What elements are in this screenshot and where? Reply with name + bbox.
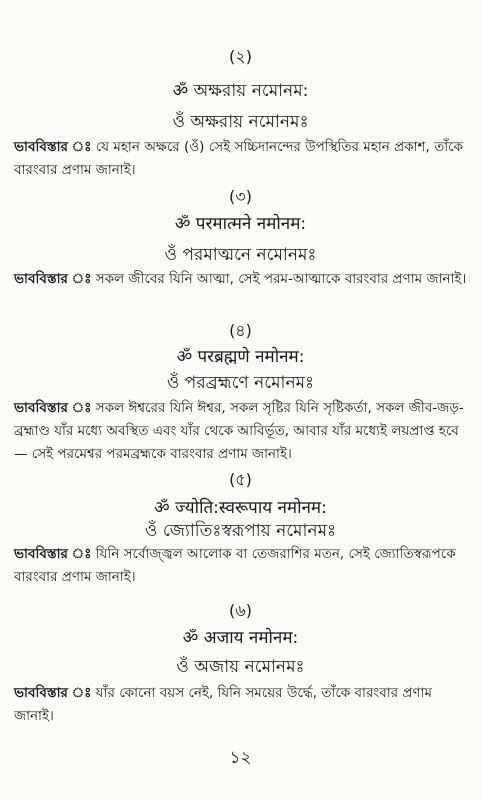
explanation-label: ভাববিস্তার ঃ: [14, 271, 92, 287]
explanation-label: ভাববিস্তার ঃ: [14, 400, 92, 416]
mantra-bengali: ওঁ জ্যোতিঃস্বরূপায় নমোনমঃ: [144, 521, 337, 541]
explanation-paragraph: [14, 268, 470, 291]
explanation-label: ভাববিস্তার ঃ: [14, 546, 92, 562]
mantra-devanagari: ॐ परब्रह्मणे नमोनम:: [176, 347, 305, 367]
section-number: (৫): [229, 470, 252, 489]
mantra-devanagari: ॐ ज्योति:स्वरूपाय नमोनम:: [154, 498, 327, 518]
mantra-bengali: ওঁ পরমাত্মনে নমোনমঃ: [164, 245, 317, 265]
explanation-text: যিনি সর্বোজ্জ্বল আলোক বা তেজরাশির মতন, সেই জ্যোতিস্বরূপকে বারংবার প্রণাম জানাই।: [14, 546, 456, 585]
section-number: (২): [229, 47, 252, 66]
explanation-label: ভাববিস্তার ঃ: [14, 139, 92, 155]
explanation-text: যে মহান অক্ষরে (ওঁ) সেই সচ্চিদানন্দের উপস্থিতির মহান প্রকাশ, তাঁকে বারংবার প্রণাম জানাই।: [14, 139, 464, 178]
section-number: (৪): [229, 321, 252, 340]
page-number: ১২: [229, 748, 252, 768]
section-number: (৬): [229, 601, 252, 620]
explanation-paragraph: [14, 397, 470, 466]
mantra-bengali: ওঁ অজায় নমোনমঃ: [176, 657, 305, 677]
explanation-paragraph: [14, 543, 470, 589]
mantra-bengali: ওঁ পরব্রহ্মণে নমোনমঃ: [166, 373, 315, 393]
mantra-devanagari: ॐ অক্ষরায় নমোনম:: [172, 81, 309, 101]
mantra-devanagari: ॐ अजाय नमोनम:: [182, 628, 299, 648]
explanation-paragraph: [14, 682, 470, 728]
section-number: (৩): [229, 187, 252, 206]
explanation-text: সকল জীবের যিনি আত্মা, সেই পরম-আত্মাকে বারংবার প্রণাম জানাই।: [91, 271, 467, 287]
mantra-bengali: ওঁ অক্ষরায় নমোনমঃ: [172, 112, 309, 132]
explanation-label: ভাববিস্তার ঃ: [14, 685, 92, 701]
explanation-paragraph: [14, 136, 470, 182]
explanation-text: যাঁর কোনো বয়স নেই, যিনি সময়ের উর্দ্ধে, তাঁকে বারংবার প্রণাম জানাই।: [14, 685, 432, 724]
mantra-devanagari: ॐ परमात्मने नमोनम:: [174, 214, 307, 234]
explanation-text: সকল ঈশ্বরের যিনি ঈশ্বর, সকল সৃষ্টির যিনি সৃষ্টিকর্তা, সকল জীব-জড়-ব্রহ্মাণ্ড যাঁর মধ্যে অবস্থিত এবং যাঁর থেকে আবির্ভূত, আবার যাঁর মধ্যেই লয়প্রাপ্ত হবে — সেই পরমেশ্বর পরমব্রহ্মকে বারংবার প্রণাম জানাই।: [14, 400, 464, 462]
